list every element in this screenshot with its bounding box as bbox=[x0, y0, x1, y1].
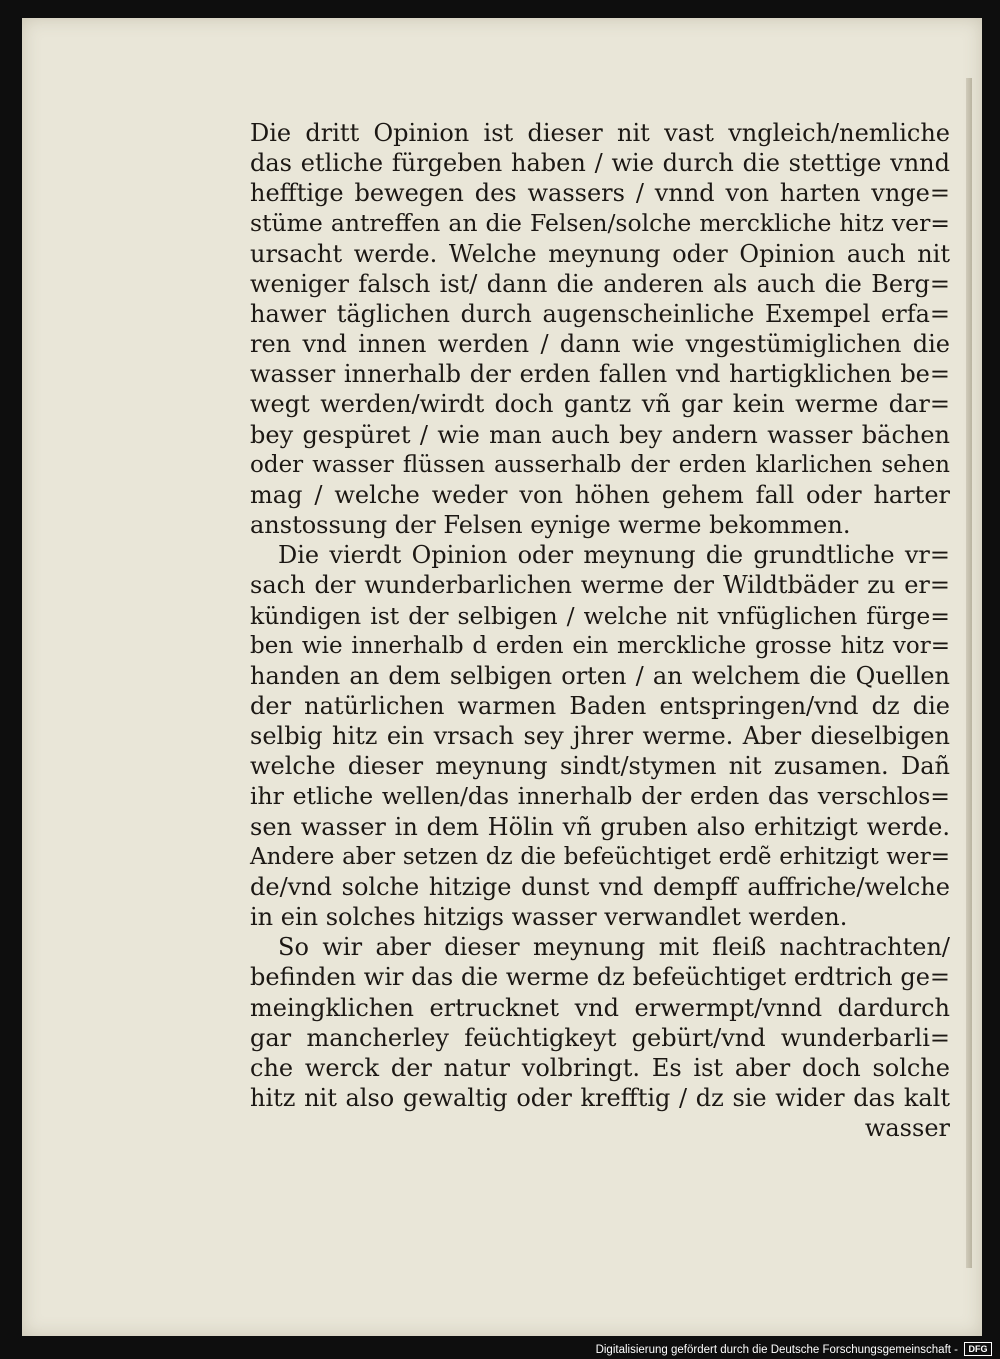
text-line: in ein solches hitzigs wasser verwandlet werden. bbox=[250, 903, 848, 932]
text-line: weniger falsch ist/ dann die anderen als auch die Berg= bbox=[250, 269, 950, 298]
text-line: ben wie innerhalb d erden ein merckliche grosse hitz vor= bbox=[250, 632, 950, 659]
page-edge bbox=[966, 78, 972, 1268]
page-text bbox=[250, 118, 950, 1143]
text-line: Die dritt Opinion ist dieser nit vast vngleich/nemliche bbox=[250, 119, 950, 147]
credit-bar bbox=[0, 1337, 1000, 1359]
text-line: bey gespüret / wie man auch bey andern wasser bächen bbox=[250, 420, 950, 449]
text-line: wegt werden/wirdt doch gantz vñ gar kein werme dar= bbox=[250, 390, 950, 419]
text-line: welche dieser meynung sindt/stymen nit zusamen. Dañ bbox=[250, 752, 950, 781]
text-line: der natürlichen warmen Baden entspringen/vnd dz die bbox=[250, 691, 950, 720]
text-line: Andere aber setzen dz die befeüchtiget erdẽ erhitzigt wer= bbox=[250, 843, 950, 870]
text-line: Die vierdt Opinion oder meynung die grundtliche vr= bbox=[278, 541, 950, 570]
text-line: So wir aber dieser meynung mit fleiß nachtrachten/ bbox=[278, 933, 950, 962]
text-line: kündigen ist der selbigen / welche nit vnfüglichen fürge= bbox=[250, 601, 950, 630]
text-line: mag / welche weder von höhen gehem fall oder harter bbox=[250, 480, 950, 509]
text-line: gar mancherley feüchtigkeyt gebürt/vnd wunderbarli= bbox=[250, 1023, 950, 1052]
text-line: oder wasser flüssen ausserhalb der erden klarlichen sehen bbox=[250, 451, 950, 478]
text-line: anstossung der Felsen eynige werme bekommen. bbox=[250, 511, 851, 540]
text-line: hefftige bewegen des wassers / vnnd von harten vnge= bbox=[250, 179, 950, 208]
text-line: handen an dem selbigen orten / an welchem die Quellen bbox=[250, 661, 950, 690]
digitization-credit: Digitalisierung gefördert durch die Deutsche Forschungsgemeinschaft - bbox=[595, 1344, 958, 1356]
dfg-logo: DFG bbox=[964, 1342, 992, 1356]
text-line: das etliche fürgeben haben / wie durch die stettige vnnd bbox=[250, 149, 950, 178]
text-line: ursacht werde. Welche meynung oder Opinion auch nit bbox=[250, 239, 950, 268]
text-line: stüme antreffen an die Felsen/solche merckliche hitz ver= bbox=[250, 209, 950, 238]
text-line: che werck der natur volbringt. Es ist aber doch solche bbox=[250, 1053, 950, 1082]
text-line: ihr etliche wellen/das innerhalb der erden das verschlos= bbox=[250, 782, 950, 811]
text-line: wasser innerhalb der erden fallen vnd hartigklichen be= bbox=[250, 360, 950, 389]
text-line: ren vnd innen werden / dann wie vngestümiglichen die bbox=[250, 330, 950, 359]
text-line: sen wasser in dem Hölin vñ gruben also erhitzigt werde. bbox=[250, 812, 950, 841]
text-line: hawer täglichen durch augenscheinliche Exempel erfa= bbox=[250, 299, 950, 328]
text-line: befinden wir das die werme dz befeüchtiget erdtrich ge= bbox=[250, 963, 950, 992]
book-page bbox=[22, 18, 982, 1336]
text-line: sach der wunderbarlichen werme der Wildtbäder zu er= bbox=[250, 571, 950, 600]
text-line: selbig hitz ein vrsach sey jhrer werme. Aber dieselbigen bbox=[250, 722, 950, 751]
text-line: meingklichen ertrucknet vnd erwermpt/vnnd dardurch bbox=[250, 993, 950, 1022]
text-line: de/vnd solche hitzige dunst vnd dempff auffriche/welche bbox=[250, 872, 950, 901]
catchword: wasser bbox=[864, 1114, 950, 1143]
text-line: hitz nit also gewaltig oder krefftig / dz sie wider das kalt bbox=[250, 1084, 950, 1112]
